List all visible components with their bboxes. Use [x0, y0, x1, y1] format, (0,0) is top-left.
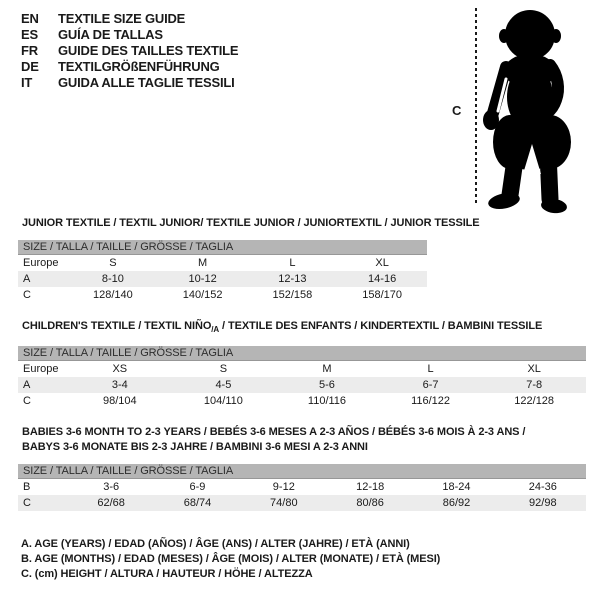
size-cell: S — [219, 363, 228, 376]
size-cell: 140/152 — [182, 289, 223, 301]
junior-size-table — [18, 240, 427, 303]
size-cell: M — [322, 363, 332, 376]
size-header-bar: SIZE / TALLA / TAILLE / GRÖSSE / TAGLIA — [18, 240, 427, 255]
size-cell: 116/122 — [411, 395, 451, 408]
size-cell: 110/116 — [307, 395, 347, 408]
section-title-line — [22, 425, 586, 440]
title-subscript-segment: /A — [211, 325, 220, 335]
size-cell: 3-4 — [111, 379, 128, 392]
language-row-en — [21, 11, 238, 27]
row-label: Europe — [23, 257, 59, 269]
size-cell: S — [109, 257, 117, 269]
footnote-c: C. (cm) HEIGHT / ALTURA / HAUTEUR / HÖHE / ALTEZZA — [21, 568, 313, 580]
language-row-es — [21, 27, 238, 43]
footnote-b: B. AGE (MONTHS) / EDAD (MESES) / ÂGE (MOIS) / ALTER (MONATE) / ETÀ (MESI) — [21, 553, 441, 565]
size-cell: 98/104 — [102, 395, 137, 408]
size-cell: 3-6 — [103, 481, 120, 493]
size-cell: 158/170 — [362, 289, 402, 301]
section-title — [22, 319, 586, 337]
title-segment: BABYS 3-6 MONATE BIS 2-3 JAHRE / BAMBINI 3-6 MESI A 2-3 ANNI — [22, 441, 368, 453]
language-row-fr — [21, 43, 238, 59]
language-code: DE — [21, 59, 39, 74]
size-cell: 9-12 — [272, 481, 295, 493]
row-label: B — [23, 481, 31, 493]
section-junior-textile — [18, 216, 480, 303]
size-cell: L — [427, 363, 434, 376]
language-header-block — [21, 11, 238, 91]
section-babies-textile — [18, 425, 586, 511]
size-header-bar: SIZE / TALLA / TAILLE / GRÖSSE / TAGLIA — [18, 464, 586, 479]
size-cell: M — [198, 257, 208, 269]
children-size-table — [18, 346, 586, 409]
row-label: C — [23, 395, 31, 408]
section-title-line — [22, 216, 480, 231]
size-cell: L — [289, 257, 296, 269]
guide-title: GUIDA ALLE TAGLIE TESSILI — [58, 75, 235, 90]
language-code: EN — [21, 11, 39, 26]
language-code: IT — [21, 75, 33, 90]
table-row-a — [18, 271, 427, 287]
size-cell: 62/68 — [97, 497, 125, 509]
size-cell: 8-10 — [101, 273, 124, 285]
size-cell: 80/86 — [356, 497, 384, 509]
guide-title: TEXTILGRÖßENFÜHRUNG — [58, 59, 220, 74]
section-childrens-textile — [18, 319, 586, 409]
size-cell: 6-7 — [422, 379, 439, 392]
size-cell: 14-16 — [368, 273, 397, 285]
size-cell: 86/92 — [442, 497, 471, 509]
table-row-a — [18, 377, 586, 393]
size-cell: 74/80 — [270, 497, 298, 509]
row-label: C — [23, 289, 31, 301]
row-label: Europe — [23, 363, 59, 376]
language-code: FR — [21, 43, 38, 58]
row-label: A — [23, 273, 31, 285]
title-segment: / TEXTILE DES ENFANTS / KINDERTEXTIL / BAMBINI TESSILE — [219, 320, 543, 332]
size-cell: XL — [527, 363, 541, 376]
size-cell: XS — [112, 363, 128, 376]
size-cell: 104/110 — [203, 395, 243, 408]
table-row-c — [18, 495, 586, 511]
size-cell: 10-12 — [188, 273, 217, 285]
size-cell: 5-6 — [319, 379, 335, 392]
size-cell: 7-8 — [526, 379, 543, 392]
guide-title: TEXTILE SIZE GUIDE — [58, 11, 186, 26]
size-cell: 128/140 — [92, 289, 133, 301]
babies-size-table — [18, 464, 586, 511]
table-row-b — [18, 479, 586, 495]
table-row-europe — [18, 361, 586, 377]
language-row-it — [21, 75, 238, 91]
title-segment: CHILDREN'S TEXTILE / TEXTIL NIÑO — [22, 320, 212, 332]
size-cell: 68/74 — [183, 497, 212, 509]
row-label: A — [23, 379, 31, 392]
row-label: C — [23, 497, 31, 509]
guide-title: GUÍA DE TALLAS — [58, 27, 163, 42]
size-cell: 18-24 — [442, 481, 471, 493]
height-measure-dashed-line — [475, 8, 477, 206]
size-cell: 92/98 — [529, 497, 557, 509]
section-title-line — [22, 440, 586, 455]
table-row-c — [18, 393, 586, 409]
table-row-europe — [18, 255, 427, 271]
language-row-de — [21, 59, 238, 75]
toddler-silhouette-icon — [480, 5, 580, 215]
footnotes-block — [21, 537, 440, 582]
title-segment: JUNIOR TEXTILE / TEXTIL JUNIOR/ TEXTILE JUNIOR / JUNIORTEXTIL / JUNIOR TESSILE — [22, 217, 480, 229]
size-cell: 6-9 — [189, 481, 206, 493]
size-cell: 152/158 — [272, 289, 313, 301]
language-code: ES — [21, 27, 38, 42]
size-cell: 12-18 — [356, 481, 385, 493]
size-cell: 122/128 — [514, 395, 555, 408]
section-title — [22, 425, 586, 455]
footnote-a: A. AGE (YEARS) / EDAD (AÑOS) / ÂGE (ANS) / ALTER (JAHRE) / ETÀ (ANNI) — [21, 538, 410, 550]
guide-title: GUIDE DES TAILLES TEXTILE — [58, 43, 239, 58]
size-cell: 24-36 — [528, 481, 557, 493]
table-row-c — [18, 287, 427, 303]
section-title-line — [22, 319, 586, 337]
section-title — [22, 216, 480, 231]
size-cell: 4-5 — [215, 379, 232, 392]
size-header-bar: SIZE / TALLA / TAILLE / GRÖSSE / TAGLIA — [18, 346, 586, 361]
size-cell: 12-13 — [278, 273, 307, 285]
size-cell: XL — [375, 257, 389, 269]
height-measure-label: C — [452, 103, 462, 118]
title-segment: BABIES 3-6 MONTH TO 2-3 YEARS / BEBÉS 3-6 MESES A 2-3 AÑOS / BÉBÉS 3-6 MOIS À 2-3 ANS / — [22, 426, 526, 438]
